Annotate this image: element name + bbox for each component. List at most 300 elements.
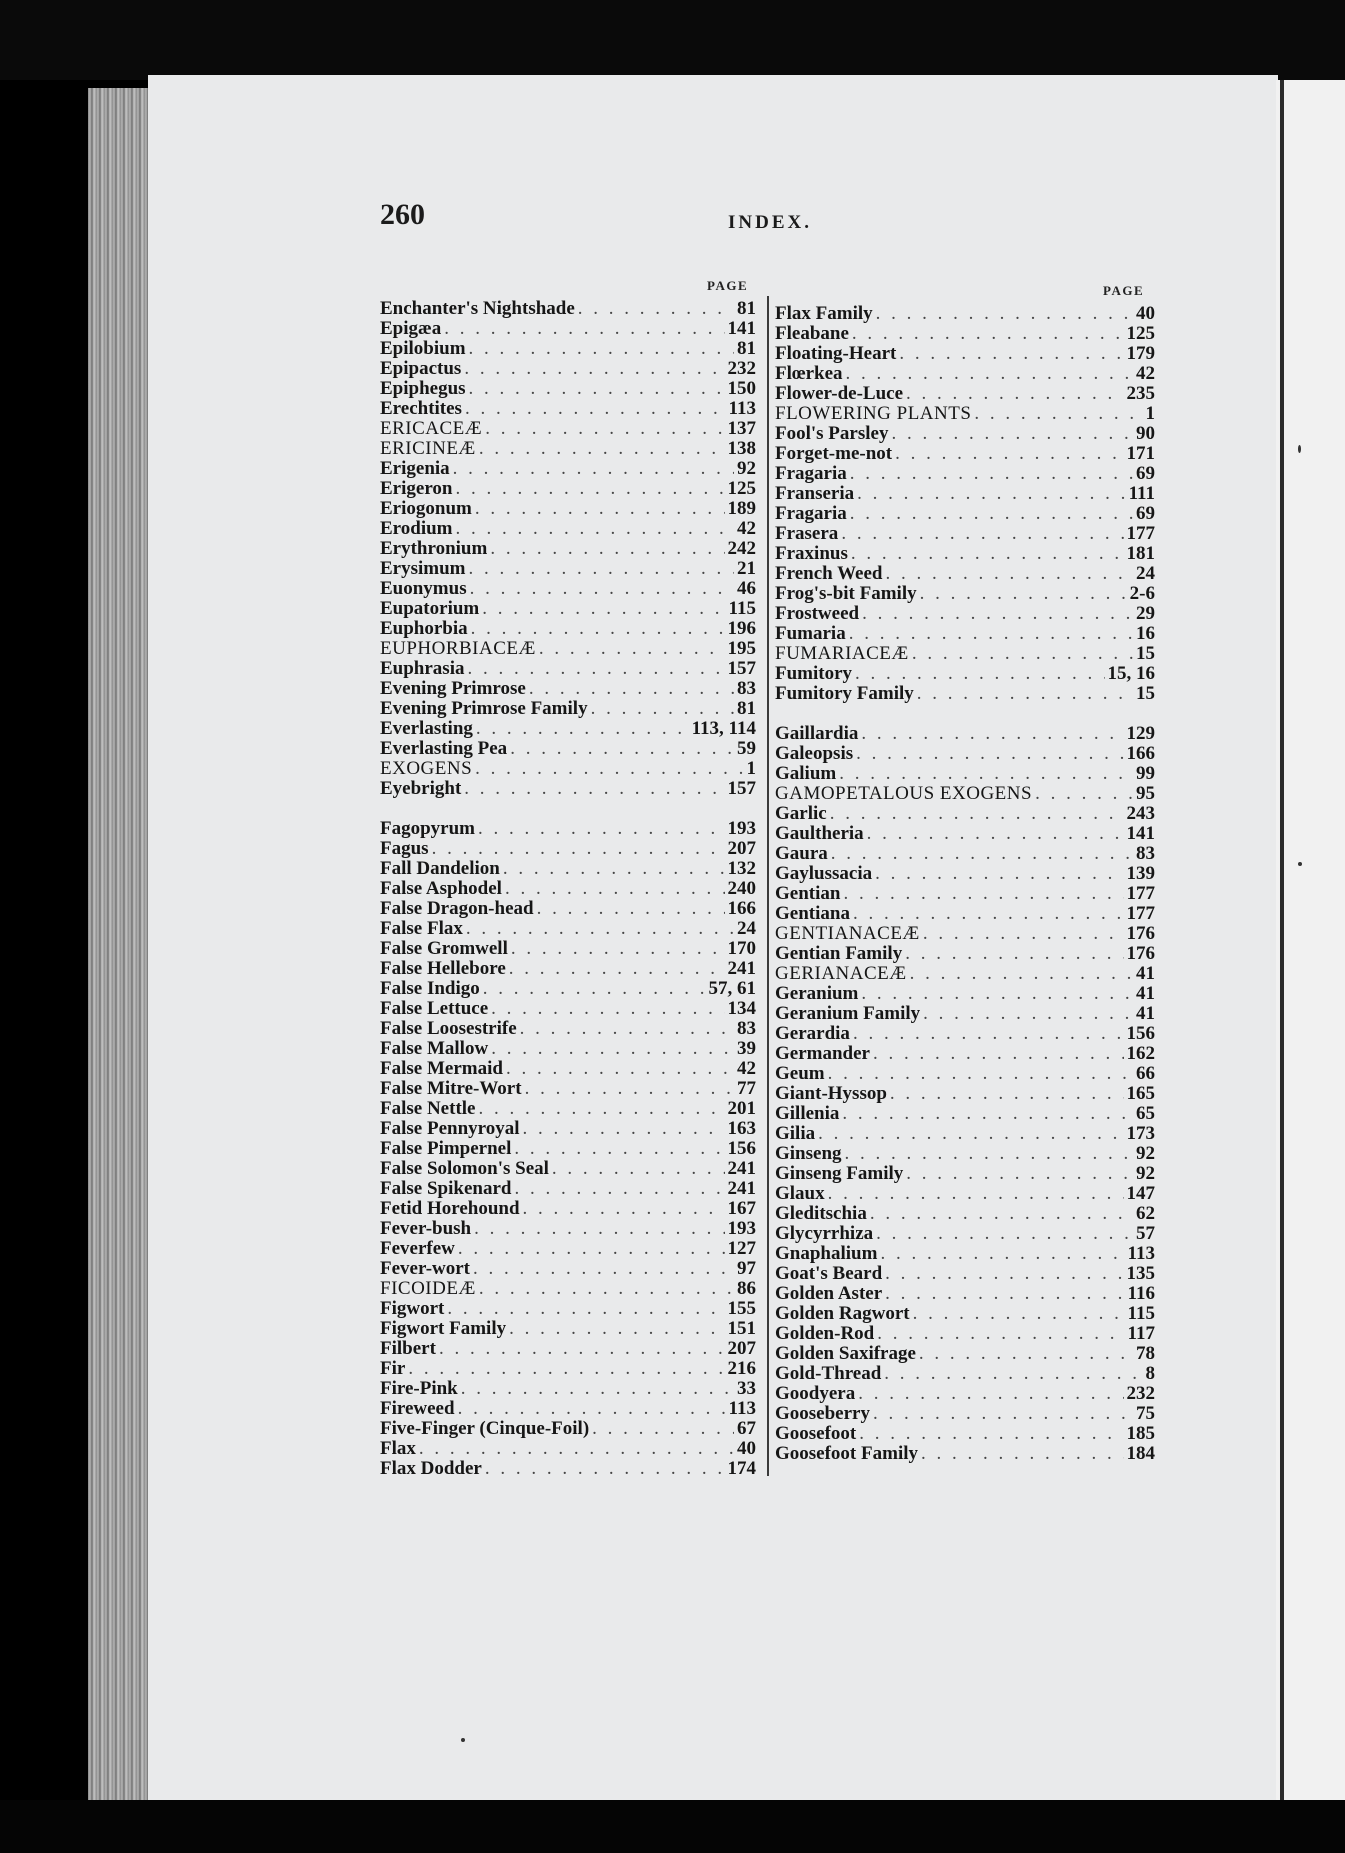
index-entry bbox=[775, 524, 1155, 544]
index-entry bbox=[775, 604, 1155, 624]
index-entry bbox=[775, 1384, 1155, 1404]
index-term: Erysimum bbox=[380, 559, 466, 579]
page-reference: 46 bbox=[737, 579, 756, 599]
dot-leader bbox=[873, 1044, 1124, 1064]
page-reference: 75 bbox=[1136, 1404, 1155, 1424]
index-entry bbox=[380, 1179, 756, 1199]
page-reference: 195 bbox=[727, 639, 756, 659]
index-entry bbox=[775, 1364, 1155, 1384]
dot-leader bbox=[839, 764, 1133, 784]
index-entry bbox=[380, 499, 756, 519]
dot-leader bbox=[861, 724, 1123, 744]
dot-leader bbox=[855, 664, 1104, 684]
dot-leader bbox=[919, 1344, 1133, 1364]
index-term: False Flax bbox=[380, 919, 463, 939]
index-entry bbox=[775, 1344, 1155, 1364]
index-entry bbox=[775, 484, 1155, 504]
index-term: Epiphegus bbox=[380, 379, 466, 399]
index-term: Erigeron bbox=[380, 479, 453, 499]
page-reference: 21 bbox=[737, 559, 756, 579]
dot-leader bbox=[845, 1144, 1133, 1164]
index-term: Erechtites bbox=[380, 399, 462, 419]
page-reference: 241 bbox=[727, 959, 756, 979]
dot-leader bbox=[850, 504, 1133, 524]
index-term: False Pennyroyal bbox=[380, 1119, 520, 1139]
index-term: Fagopyrum bbox=[380, 819, 475, 839]
page-reference: 170 bbox=[727, 939, 756, 959]
index-term: Ginseng Family bbox=[775, 1164, 904, 1184]
dot-leader bbox=[456, 519, 734, 539]
index-entry bbox=[380, 1079, 756, 1099]
page-reference: 125 bbox=[1126, 324, 1155, 344]
page-reference: 134 bbox=[727, 999, 756, 1019]
index-term: Erythronium bbox=[380, 539, 488, 559]
index-entry bbox=[380, 619, 756, 639]
page-reference: 117 bbox=[1127, 1324, 1155, 1344]
page-number: 260 bbox=[380, 198, 425, 231]
index-term: Goosefoot Family bbox=[775, 1444, 919, 1464]
index-entry bbox=[380, 1099, 756, 1119]
page-reference: 132 bbox=[727, 859, 756, 879]
page-reference: 193 bbox=[727, 1219, 756, 1239]
index-term: Gerardia bbox=[775, 1024, 850, 1044]
index-entry bbox=[775, 904, 1155, 924]
dot-leader bbox=[475, 759, 743, 779]
page-reference: 40 bbox=[1136, 304, 1155, 324]
page-reference: 216 bbox=[727, 1359, 756, 1379]
index-entry bbox=[380, 1359, 756, 1379]
index-entry bbox=[380, 1379, 756, 1399]
index-entry bbox=[775, 364, 1155, 384]
dot-leader bbox=[849, 624, 1133, 644]
index-term: Fragaria bbox=[775, 464, 847, 484]
index-entry bbox=[380, 519, 756, 539]
index-term: Gaura bbox=[775, 844, 828, 864]
page-reference: 185 bbox=[1126, 1424, 1155, 1444]
running-head: INDEX. bbox=[728, 212, 812, 233]
dot-leader bbox=[818, 1124, 1123, 1144]
index-term: Fraxinus bbox=[775, 544, 848, 564]
page-reference: 177 bbox=[1126, 904, 1155, 924]
index-term: False Lettuce bbox=[380, 999, 489, 1019]
index-term: Epilobium bbox=[380, 339, 466, 359]
page-reference: 232 bbox=[1126, 1384, 1155, 1404]
index-term: Enchanter's Nightshade bbox=[380, 299, 575, 319]
index-term: Everlasting Pea bbox=[380, 739, 508, 759]
page-reference: 242 bbox=[727, 539, 756, 559]
page-reference: 67 bbox=[737, 1419, 756, 1439]
dot-leader bbox=[539, 639, 725, 659]
page-reference: 141 bbox=[1126, 824, 1155, 844]
dot-leader bbox=[510, 739, 734, 759]
index-term: Gaylussacia bbox=[775, 864, 873, 884]
page-reference: 177 bbox=[1126, 524, 1155, 544]
page-reference: 179 bbox=[1126, 344, 1155, 364]
index-entry bbox=[775, 1284, 1155, 1304]
dot-leader bbox=[857, 484, 1125, 504]
dot-leader bbox=[842, 1104, 1133, 1124]
page-reference: 177 bbox=[1126, 884, 1155, 904]
index-term: Euphrasia bbox=[380, 659, 465, 679]
dot-leader bbox=[520, 1019, 734, 1039]
dot-leader bbox=[858, 1384, 1123, 1404]
dot-leader bbox=[912, 644, 1133, 664]
index-term: False Solomon's Seal bbox=[380, 1159, 549, 1179]
dot-leader bbox=[913, 1304, 1125, 1324]
page-reference: 113, 114 bbox=[691, 719, 756, 739]
column-divider bbox=[767, 296, 769, 1476]
dot-leader bbox=[906, 1164, 1133, 1184]
index-term: Goosefoot bbox=[775, 1424, 857, 1444]
dot-leader bbox=[464, 779, 724, 799]
index-term: GAMOPETALOUS EXOGENS bbox=[775, 784, 1033, 804]
index-term: Fleabane bbox=[775, 324, 849, 344]
page-reference: 176 bbox=[1126, 924, 1155, 944]
page-reference: 8 bbox=[1145, 1364, 1155, 1384]
index-entry bbox=[775, 1124, 1155, 1144]
index-term: Flœrkea bbox=[775, 364, 843, 384]
page-reference: 42 bbox=[737, 519, 756, 539]
index-term: Glycyrrhiza bbox=[775, 1224, 874, 1244]
index-entry bbox=[775, 424, 1155, 444]
index-term: False Nettle bbox=[380, 1099, 476, 1119]
page-reference: 162 bbox=[1126, 1044, 1155, 1064]
index-term: Everlasting bbox=[380, 719, 473, 739]
index-entry bbox=[775, 1184, 1155, 1204]
dot-leader bbox=[843, 884, 1123, 904]
index-term: Fire-Pink bbox=[380, 1379, 458, 1399]
dot-leader bbox=[471, 619, 725, 639]
dot-leader bbox=[861, 984, 1133, 1004]
index-entry bbox=[380, 739, 756, 759]
index-entry bbox=[380, 819, 756, 839]
page-reference: 135 bbox=[1126, 1264, 1155, 1284]
index-entry bbox=[775, 784, 1155, 804]
index-entry bbox=[775, 384, 1155, 404]
index-term: Frasera bbox=[775, 524, 839, 544]
index-term: Geranium bbox=[775, 984, 859, 1004]
dot-leader bbox=[491, 999, 724, 1019]
dot-leader bbox=[458, 1399, 726, 1419]
dot-leader bbox=[841, 524, 1123, 544]
index-term: Fetid Horehound bbox=[380, 1199, 520, 1219]
index-entry bbox=[380, 459, 756, 479]
index-term: Glaux bbox=[775, 1184, 825, 1204]
dot-leader bbox=[529, 679, 734, 699]
index-term: Epigæa bbox=[380, 319, 442, 339]
page-reference: 92 bbox=[1136, 1144, 1155, 1164]
page-reference: 141 bbox=[727, 319, 756, 339]
page-reference: 137 bbox=[727, 419, 756, 439]
index-entry bbox=[380, 339, 756, 359]
index-term: Galium bbox=[775, 764, 837, 784]
index-entry bbox=[775, 1024, 1155, 1044]
index-term: Eriogonum bbox=[380, 499, 472, 519]
index-entry bbox=[775, 324, 1155, 344]
dot-leader bbox=[476, 719, 689, 739]
index-entry bbox=[380, 759, 756, 779]
page-reference: 243 bbox=[1126, 804, 1155, 824]
index-entry bbox=[380, 599, 756, 619]
index-entry bbox=[775, 564, 1155, 584]
index-term: Feverfew bbox=[380, 1239, 455, 1259]
index-entry bbox=[775, 1144, 1155, 1164]
dot-leader bbox=[921, 1444, 1123, 1464]
index-term: Figwort bbox=[380, 1299, 445, 1319]
page-reference: 163 bbox=[727, 1119, 756, 1139]
dot-leader bbox=[891, 424, 1133, 444]
book-page-edges bbox=[88, 88, 150, 1800]
page-reference: 129 bbox=[1126, 724, 1155, 744]
index-term: Fumitory bbox=[775, 664, 853, 684]
page-reference: 1 bbox=[746, 759, 756, 779]
index-term: Fumitory Family bbox=[775, 684, 914, 704]
index-term: Golden Saxifrage bbox=[775, 1344, 916, 1364]
index-term: Forget-me-not bbox=[775, 444, 893, 464]
index-term: ERICINEÆ bbox=[380, 439, 476, 459]
index-term: Flax Family bbox=[775, 304, 873, 324]
dot-leader bbox=[873, 1404, 1133, 1424]
index-entry bbox=[380, 379, 756, 399]
dot-leader bbox=[479, 439, 725, 459]
page-reference: 150 bbox=[727, 379, 756, 399]
dot-leader bbox=[552, 1159, 725, 1179]
page-reference: 184 bbox=[1126, 1444, 1155, 1464]
index-term: Gillenia bbox=[775, 1104, 840, 1124]
index-term: Gentiana bbox=[775, 904, 850, 924]
dot-leader bbox=[852, 324, 1124, 344]
index-term: FUMARIACEÆ bbox=[775, 644, 909, 664]
index-term: GERIANACEÆ bbox=[775, 964, 907, 984]
page-reference: 40 bbox=[737, 1439, 756, 1459]
index-term: ERICACEÆ bbox=[380, 419, 483, 439]
page-reference: 171 bbox=[1126, 444, 1155, 464]
dot-leader bbox=[592, 1419, 734, 1439]
dot-leader bbox=[870, 1204, 1133, 1224]
page-reference: 125 bbox=[727, 479, 756, 499]
index-term: Eupatorium bbox=[380, 599, 480, 619]
page-reference: 207 bbox=[727, 839, 756, 859]
index-entry bbox=[380, 999, 756, 1019]
page-reference: 115 bbox=[728, 599, 756, 619]
dot-leader bbox=[475, 499, 725, 519]
index-entry bbox=[380, 1239, 756, 1259]
index-term: Gleditschia bbox=[775, 1204, 867, 1224]
page-reference: 16 bbox=[1136, 624, 1155, 644]
index-entry bbox=[775, 544, 1155, 564]
index-term: Goat's Beard bbox=[775, 1264, 883, 1284]
index-entry bbox=[380, 879, 756, 899]
page-reference: 42 bbox=[737, 1059, 756, 1079]
dot-leader bbox=[461, 1379, 734, 1399]
dot-leader bbox=[444, 319, 724, 339]
page-reference: 166 bbox=[727, 899, 756, 919]
dot-leader bbox=[432, 839, 725, 859]
dot-leader bbox=[464, 359, 724, 379]
index-term: False Pimpernel bbox=[380, 1139, 512, 1159]
index-entry bbox=[380, 1059, 756, 1079]
index-term: Geum bbox=[775, 1064, 825, 1084]
page-reference: 189 bbox=[727, 499, 756, 519]
dot-leader bbox=[455, 479, 724, 499]
index-term: Five-Finger (Cinque-Foil) bbox=[380, 1419, 590, 1439]
page-reference: 62 bbox=[1136, 1204, 1155, 1224]
index-term: Fever-wort bbox=[380, 1259, 471, 1279]
page-reference: 42 bbox=[1136, 364, 1155, 384]
page-reference: 157 bbox=[727, 659, 756, 679]
page-reference: 65 bbox=[1136, 1104, 1155, 1124]
index-entry bbox=[380, 939, 756, 959]
index-term: Goodyera bbox=[775, 1384, 856, 1404]
dot-leader bbox=[537, 899, 725, 919]
index-term: Giant-Hyssop bbox=[775, 1084, 887, 1104]
index-entry bbox=[775, 304, 1155, 324]
index-term: Fir bbox=[380, 1359, 406, 1379]
dot-leader bbox=[467, 659, 724, 679]
index-entry bbox=[380, 1039, 756, 1059]
page-reference: 155 bbox=[727, 1299, 756, 1319]
page-reference: 69 bbox=[1136, 504, 1155, 524]
page-reference: 167 bbox=[727, 1199, 756, 1219]
dot-leader bbox=[523, 1199, 725, 1219]
dot-leader bbox=[974, 404, 1142, 424]
index-entry bbox=[380, 479, 756, 499]
index-term: Gooseberry bbox=[775, 1404, 870, 1424]
index-entry bbox=[380, 439, 756, 459]
index-entry bbox=[380, 1319, 756, 1339]
page-reference: 69 bbox=[1136, 464, 1155, 484]
index-entry bbox=[380, 719, 756, 739]
index-entry bbox=[775, 1444, 1155, 1464]
dot-leader bbox=[511, 939, 725, 959]
dot-leader bbox=[439, 1339, 725, 1359]
index-term: FICOIDEÆ bbox=[380, 1279, 476, 1299]
index-entry bbox=[380, 1139, 756, 1159]
index-term: False Dragon-head bbox=[380, 899, 534, 919]
dot-leader bbox=[875, 864, 1123, 884]
index-term: Gentian Family bbox=[775, 944, 903, 964]
dot-leader bbox=[899, 344, 1123, 364]
page-reference: 24 bbox=[1136, 564, 1155, 584]
index-entry bbox=[380, 399, 756, 419]
index-entry bbox=[775, 824, 1155, 844]
index-entry bbox=[775, 1044, 1155, 1064]
index-entry bbox=[775, 444, 1155, 464]
scan-bottom-border bbox=[0, 1800, 1345, 1853]
index-entry bbox=[775, 1204, 1155, 1224]
index-term: Fumaria bbox=[775, 624, 846, 644]
dot-leader bbox=[474, 1219, 724, 1239]
dot-leader bbox=[886, 564, 1134, 584]
index-term: EUPHORBIACEÆ bbox=[380, 639, 536, 659]
dot-leader bbox=[828, 1184, 1124, 1204]
index-entry bbox=[775, 1064, 1155, 1084]
dot-leader bbox=[485, 1459, 725, 1479]
index-entry bbox=[380, 1259, 756, 1279]
page-reference: 15, 16 bbox=[1107, 664, 1155, 684]
dot-leader bbox=[503, 859, 725, 879]
dot-leader bbox=[831, 844, 1133, 864]
index-term: Epipactus bbox=[380, 359, 462, 379]
dot-leader bbox=[485, 419, 724, 439]
index-term: False Hellebore bbox=[380, 959, 506, 979]
dot-leader bbox=[478, 1099, 724, 1119]
page-reference: 165 bbox=[1126, 1084, 1155, 1104]
dot-leader bbox=[491, 1039, 734, 1059]
scan-top-border bbox=[0, 0, 1345, 80]
index-entry bbox=[380, 1219, 756, 1239]
page-reference: 156 bbox=[1126, 1024, 1155, 1044]
page-reference: 241 bbox=[727, 1159, 756, 1179]
index-entry bbox=[380, 779, 756, 799]
page-reference: 157 bbox=[727, 779, 756, 799]
page-reference: 33 bbox=[737, 1379, 756, 1399]
page-reference: 240 bbox=[727, 879, 756, 899]
index-entry bbox=[775, 464, 1155, 484]
dot-leader bbox=[479, 1279, 734, 1299]
page-reference: 232 bbox=[727, 359, 756, 379]
dot-leader bbox=[859, 1424, 1123, 1444]
index-term: Evening Primrose bbox=[380, 679, 526, 699]
index-entry bbox=[775, 964, 1155, 984]
dot-leader bbox=[490, 539, 724, 559]
right-index-column bbox=[775, 304, 1155, 1464]
index-term: Gold-Thread bbox=[775, 1364, 882, 1384]
page-reference: 113 bbox=[728, 1399, 756, 1419]
index-entry bbox=[380, 959, 756, 979]
index-term: Filbert bbox=[380, 1339, 436, 1359]
index-term: False Indigo bbox=[380, 979, 480, 999]
page-reference: 181 bbox=[1126, 544, 1155, 564]
page-reference: 235 bbox=[1126, 384, 1155, 404]
index-entry bbox=[775, 1424, 1155, 1444]
index-entry bbox=[380, 1019, 756, 1039]
index-term: Golden Aster bbox=[775, 1284, 883, 1304]
dot-leader bbox=[885, 1284, 1124, 1304]
left-column-heading: PAGE bbox=[707, 278, 749, 293]
index-entry bbox=[775, 1084, 1155, 1104]
dot-leader bbox=[514, 1179, 724, 1199]
page-reference: 207 bbox=[727, 1339, 756, 1359]
index-term: Evening Primrose Family bbox=[380, 699, 588, 719]
index-entry bbox=[775, 984, 1155, 1004]
page-reference: 113 bbox=[1127, 1244, 1155, 1264]
dot-leader bbox=[856, 744, 1123, 764]
dot-leader bbox=[458, 1239, 725, 1259]
index-term: Gentian bbox=[775, 884, 841, 904]
page-reference: 95 bbox=[1136, 784, 1155, 804]
dot-leader bbox=[853, 904, 1124, 924]
page-reference: 81 bbox=[737, 699, 756, 719]
dot-leader bbox=[890, 1084, 1124, 1104]
index-term: Fagus bbox=[380, 839, 429, 859]
index-term: Flax bbox=[380, 1439, 416, 1459]
page-reference: 81 bbox=[737, 339, 756, 359]
dot-leader bbox=[846, 364, 1133, 384]
dot-leader bbox=[923, 924, 1124, 944]
index-entry bbox=[775, 624, 1155, 644]
dot-leader bbox=[876, 1224, 1133, 1244]
page-reference: 174 bbox=[727, 1459, 756, 1479]
dot-leader bbox=[877, 1324, 1124, 1344]
dot-leader bbox=[1035, 784, 1133, 804]
index-entry bbox=[380, 1199, 756, 1219]
dot-leader bbox=[853, 1024, 1124, 1044]
index-entry bbox=[380, 1339, 756, 1359]
index-term: Fever-bush bbox=[380, 1219, 472, 1239]
index-entry bbox=[380, 919, 756, 939]
page-reference: 193 bbox=[727, 819, 756, 839]
